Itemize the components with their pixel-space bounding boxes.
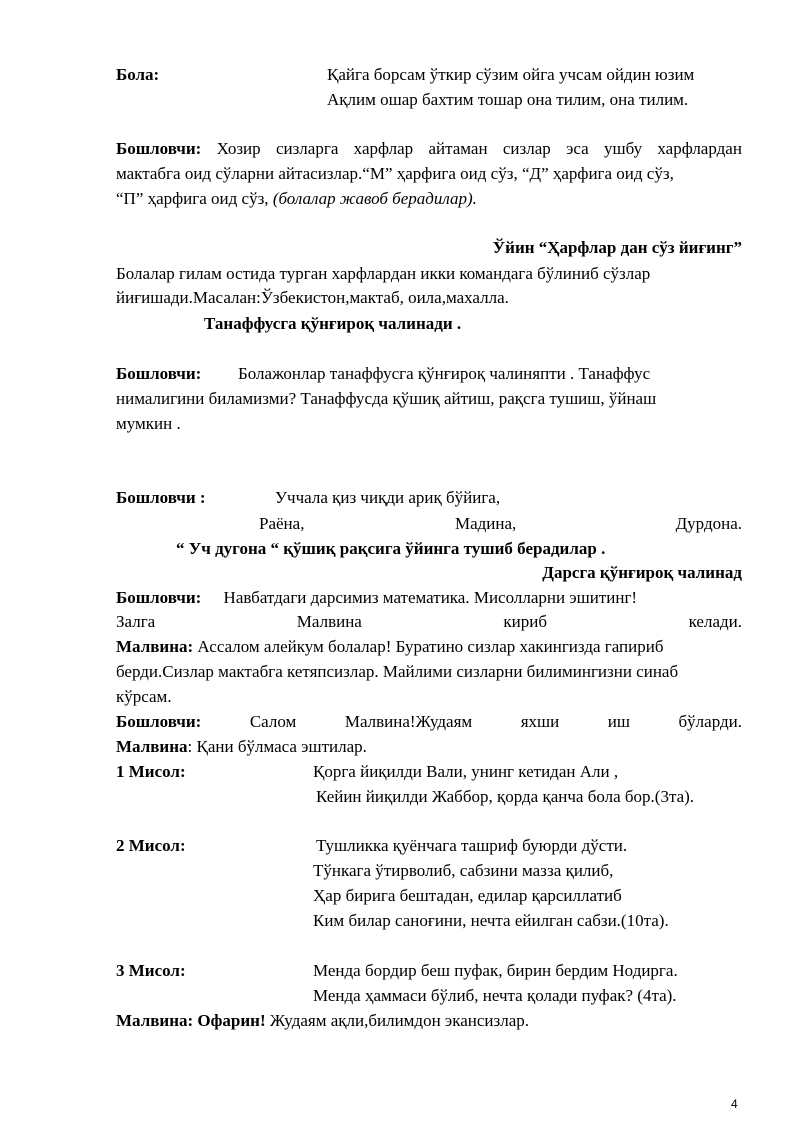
paragraph-line: “П” ҳарфига оид сўз, (болалар жавоб берадилар).: [116, 189, 477, 208]
example-label: 3 Мисол:: [116, 961, 186, 980]
girl-name: Мадина,: [455, 514, 517, 533]
dance-heading: “ Уч дугона “ қўшиқ рақсига ўйинга тушиб берадилар .: [176, 539, 606, 558]
speaker-label: Бошловчи :: [116, 488, 206, 507]
paragraph-line: Бошловчи: Хозир сизларга харфлар айтаман сизлар эса ушбу харфлардан: [116, 139, 742, 158]
speaker-label: Бошловчи:: [116, 712, 202, 731]
poem-line: Қайга борсам ўткир сўзим ойга учсам ойдин юзим: [327, 65, 695, 84]
paragraph-line: мумкин .: [116, 414, 181, 433]
game-title: Ўйин “Ҳарфлар дан сўз йиғинг”: [492, 238, 742, 257]
poem-line: Менда бордир беш пуфак, бирин бердим Нодирга.: [313, 961, 678, 980]
poem-line: Тушликка қуёнчага ташриф буюрди дўсти.: [316, 836, 628, 855]
poem-line: Тўнкага ўтирволиб, сабзини мазза қилиб,: [313, 861, 614, 880]
poem-line: Кейин йиқилди Жаббор, қорда қанча бола бор.(3та).: [316, 787, 695, 806]
poem-line: Уччала қиз чиқди ариқ бўйига,: [275, 488, 501, 507]
girl-name: Дурдона.: [675, 514, 742, 533]
speaker-label: Малвина: Офарин!: [116, 1011, 266, 1030]
paragraph-line: Малвина: Офарин! Жудаям ақли,билимдон экансизлар.: [116, 1011, 530, 1030]
paragraph-line: мактабга оид сўларни айтасизлар.“М” ҳарфига оид сўз, “Д” ҳарфига оид сўз,: [116, 164, 674, 183]
paragraph-line: кўрсам.: [116, 687, 172, 706]
speaker-label: Бошловчи:: [116, 364, 202, 383]
speaker-label: Малвина:: [116, 637, 194, 656]
paragraph-line: нималигини биламизми? Танаффусда қўшиқ айтиш, рақсга тушиш, ўйнаш: [116, 389, 657, 408]
poem-line: Ким билар саноғини, нечта ейилган сабзи.(10та).: [313, 911, 669, 930]
speaker-label: Бошловчи:: [116, 139, 202, 158]
bell-heading: Танаффусга қўнғироқ чалинади .: [204, 314, 462, 333]
paragraph-line: Бошловчи: Болажонлар танаффусга қўнғироқ чалиняпти . Танаффус: [116, 364, 651, 383]
speaker-label: Малвина: [116, 737, 188, 756]
paragraph-line: берди.Сизлар мактабга кетяпсизлар. Майлими сизларни билимингизни синаб: [116, 662, 679, 681]
paragraph-line: Бошловчи: Навбатдаги дарсимиз математика. Мисолларни эшитинг!: [116, 588, 638, 607]
italic-note: (болалар жавоб берадилар).: [272, 189, 477, 208]
paragraph-line: Малвина: Ассалом алейкум болалар! Буратино сизлар хакингизда гапириб: [116, 637, 664, 656]
speaker-label: Бошловчи:: [116, 588, 202, 607]
poem-line: Ақлим ошар бахтим тошар она тилим, она тилим.: [327, 90, 689, 109]
lesson-bell-heading: Дарсга қўнғироқ чалинад: [542, 563, 742, 582]
poem-line: Менда ҳаммаси бўлиб, нечта қолади пуфак? (4та).: [313, 986, 677, 1005]
speaker-bola: Бола:: [116, 65, 160, 84]
poem-line: Қорга йиқилди Вали, унинг кетидан Али ,: [313, 762, 619, 781]
paragraph-line: Бошловчи: Салом Малвина!Жудаям яхши иш бўларди.: [116, 712, 742, 731]
paragraph-line: йиғишади.Масалан:Ўзбекистон,мактаб, оила,махалла.: [116, 288, 509, 307]
example-label: 1 Мисол:: [116, 762, 186, 781]
example-label: 2 Мисол:: [116, 836, 186, 855]
paragraph-line: Малвина: Қани бўлмаса эштилар.: [116, 737, 367, 756]
page-number: 4: [731, 1097, 738, 1111]
girl-name: Раёна,: [259, 514, 305, 533]
paragraph-line: Болалар гилам остида турган харфлардан икки командага бўлиниб сўзлар: [116, 264, 651, 283]
paragraph-line: Залга Малвина кириб келади.: [116, 612, 742, 631]
poem-line: Ҳар бирига бештадан, едилар қарсиллатиб: [313, 886, 622, 905]
